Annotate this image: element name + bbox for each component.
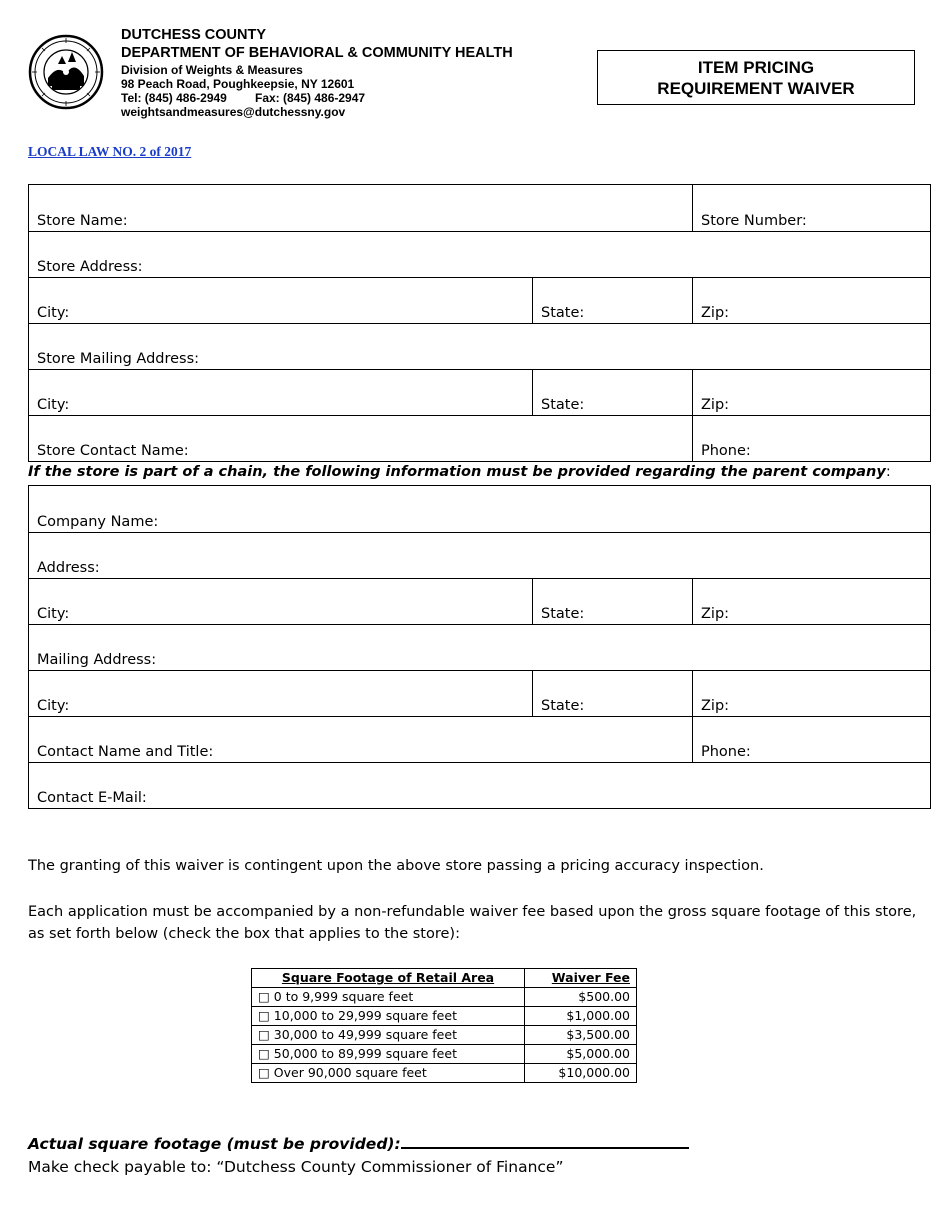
form-row [29,185,930,231]
department-address: 98 Peach Road, Poughkeepsie, NY 12601 [121,77,355,91]
company-address-field[interactable] [29,533,930,578]
field-label: Phone: [701,443,751,459]
field-label: Zip: [701,606,730,622]
field-label: Phone: [701,744,751,760]
table-row[interactable] [252,1026,637,1045]
company-mailing-state-field[interactable] [532,671,692,716]
store-city-field[interactable] [29,278,532,323]
local-law-link[interactable]: LOCAL LAW NO. 2 of 2017 [28,144,192,159]
area-option[interactable]: □ 50,000 to 89,999 square feet [252,1045,525,1064]
form-row [29,486,930,532]
actual-sqft-label: Actual square footage (must be provided): [28,1135,401,1153]
field-label: Company Name: [37,514,159,530]
field-label: State: [541,698,585,714]
field-label: Zip: [701,397,730,413]
area-option[interactable]: □ Over 90,000 square feet [252,1064,525,1083]
check-payable-text: Make check payable to: “Dutchess County Commissioner of Finance” [28,1158,564,1176]
form-title-box [597,50,915,105]
table-row[interactable] [252,1064,637,1083]
form-row [29,369,930,415]
company-contact-name-field[interactable] [29,717,692,762]
store-name-field[interactable] [29,185,692,231]
form-row [29,277,930,323]
actual-sqft-input-line[interactable] [401,1133,689,1149]
field-label: State: [541,305,585,321]
waiver-contingency-text: The granting of this waiver is contingent upon the above store passing a pricing accuracy inspection. [28,858,764,874]
chain-note-text: If the store is part of a chain, the following information must be provided regarding the parent company [28,464,886,480]
company-mailing-zip-field[interactable] [692,671,930,716]
field-label: Contact E-Mail: [37,790,147,806]
column-header-area: Square Footage of Retail Area [252,969,525,988]
field-label: Store Address: [37,259,143,275]
area-option[interactable]: □ 10,000 to 29,999 square feet [252,1007,525,1026]
fee-value: $10,000.00 [525,1064,637,1083]
department-email: weightsandmeasures@dutchessny.gov [121,105,346,119]
store-state-field[interactable] [532,278,692,323]
form-title-line1: ITEM PRICING [697,57,815,77]
form-row [29,323,930,369]
fee-table [251,968,637,1083]
field-label: City: [37,698,70,714]
division-name: Division of Weights & Measures [121,63,303,77]
field-label: State: [541,606,585,622]
form-title-line2: REQUIREMENT WAIVER [657,78,855,98]
form-row [29,716,930,762]
store-mailing-address-field[interactable] [29,324,930,369]
company-mailing-city-field[interactable] [29,671,532,716]
company-city-field[interactable] [29,579,532,624]
field-label: Address: [37,560,100,576]
field-label: City: [37,606,70,622]
field-label: Mailing Address: [37,652,157,668]
field-label: State: [541,397,585,413]
store-address-field[interactable] [29,232,930,277]
waiver-fee-text: Each application must be accompanied by a non-refundable waiver fee based upon the gross square footage of this store, as set forth below (check the box that applies to the store): [28,904,917,942]
store-contact-name-field[interactable] [29,416,692,461]
county-name: DUTCHESS COUNTY [121,27,267,43]
field-label: City: [37,397,70,413]
actual-sqft-row [28,1133,689,1153]
field-label: Zip: [701,698,730,714]
company-zip-field[interactable] [692,579,930,624]
field-label: City: [37,305,70,321]
department-tel: Tel: (845) 486-2949 [121,91,227,105]
company-name-field[interactable] [29,486,930,532]
fee-value: $1,000.00 [525,1007,637,1026]
area-option[interactable]: □ 30,000 to 49,999 square feet [252,1026,525,1045]
form-row [29,415,930,461]
field-label: Store Mailing Address: [37,351,200,367]
company-phone-field[interactable] [692,717,930,762]
department-name: DEPARTMENT OF BEHAVIORAL & COMMUNITY HEALTH [121,45,513,61]
form-row [29,231,930,277]
form-row [29,532,930,578]
store-mailing-city-field[interactable] [29,370,532,415]
store-phone-field[interactable] [692,416,930,461]
company-state-field[interactable] [532,579,692,624]
form-row [29,624,930,670]
table-row[interactable] [252,1007,637,1026]
store-mailing-zip-field[interactable] [692,370,930,415]
fee-table-header [252,969,637,988]
table-row[interactable] [252,988,637,1007]
store-zip-field[interactable] [692,278,930,323]
chain-note-colon: : [885,464,891,480]
company-mailing-address-field[interactable] [29,625,930,670]
department-fax: Fax: (845) 486-2947 [255,91,366,105]
field-label: Contact Name and Title: [37,744,214,760]
field-label: Store Contact Name: [37,443,189,459]
field-label: Zip: [701,305,730,321]
form-row [29,578,930,624]
company-email-field[interactable] [29,763,930,808]
fee-value: $3,500.00 [525,1026,637,1045]
store-info-form [28,184,931,462]
fee-value: $500.00 [525,988,637,1007]
field-label: Store Name: [37,213,128,229]
table-row[interactable] [252,1045,637,1064]
chain-note [28,464,891,480]
fee-value: $5,000.00 [525,1045,637,1064]
store-number-field[interactable] [692,185,930,231]
county-seal-logo [28,34,104,110]
store-mailing-state-field[interactable] [532,370,692,415]
form-row [29,762,930,808]
parent-company-form [28,485,931,809]
field-label: Store Number: [701,213,807,229]
column-header-fee: Waiver Fee [525,969,637,988]
form-row [29,670,930,716]
area-option[interactable]: □ 0 to 9,999 square feet [252,988,525,1007]
